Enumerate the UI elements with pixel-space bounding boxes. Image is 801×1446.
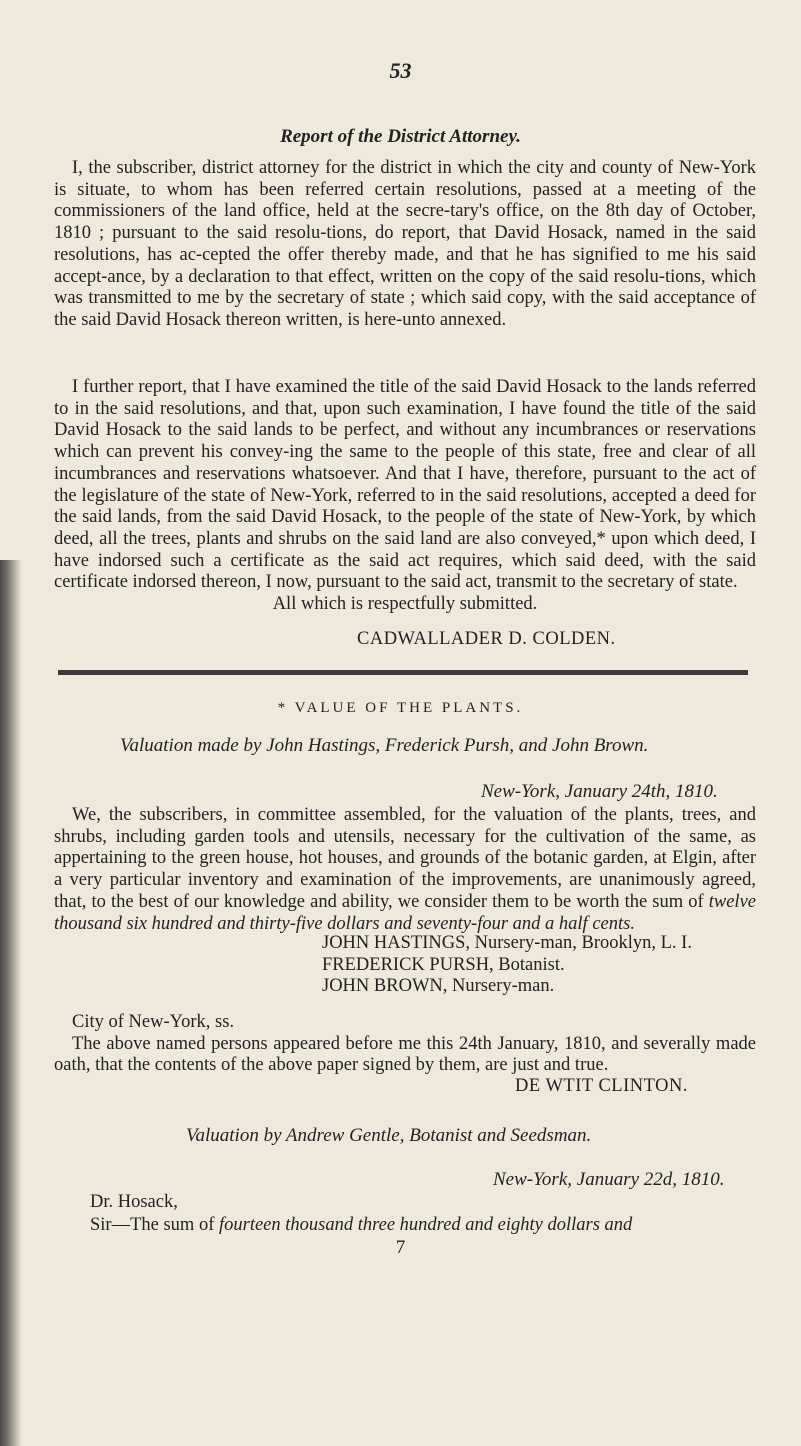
salutation: Dr. Hosack, <box>90 1192 178 1212</box>
footnote-title: * VALUE OF THE PLANTS. <box>277 700 524 716</box>
valuation-heading-1: Valuation made by John Hastings, Frederick Pursh, and John Brown. <box>120 735 649 756</box>
letter-amount: fourteen thousand three hundred and eighty dollars and <box>218 1215 633 1235</box>
report-paragraph-2: I further report, that I have examined the title of the said David Hosack to the lands referred to in the said resolutions, and that, upon such examination, I have found the title of the said David Hosack to the said lands to be perfect, and without any incumbrances or reservations which can prevent his convey-ing the same to the people of this state, free and clear of all incumbrances and reservations whatsoever. And that I have, therefore, pursuant to the act of the legislature of the state of New-York, referred to in the said resolutions, accepted a deed for the said lands, from the said David Hosack, to the people of the state of New-York, by which deed, all the trees, plants and shrubs on the said land are also conveyed,* upon which deed, I have indorsed such a certificate as the said act requires, which said deed, with the said certificate indorsed thereon, I now, pursuant to the said act, transmit to the secretary of state. <box>54 377 756 593</box>
valuation-amount: twelve thousand six hundred and thirty-five dollars and seventy-four and a half cents. <box>54 891 756 934</box>
signer-1: JOHN HASTINGS, Nursery-man, Brooklyn, L. I. <box>322 933 692 953</box>
dateline-2 <box>493 1169 725 1191</box>
report-signature: CADWALLADER D. COLDEN. <box>357 629 616 649</box>
report-body-2 <box>54 377 756 616</box>
clinton-signature: DE WTIT CLINTON. <box>515 1076 688 1096</box>
report-body <box>54 158 756 332</box>
city-line: City of New-York, ss. <box>72 1012 235 1032</box>
letter-prefix: Sir—The sum of <box>90 1215 219 1235</box>
valuation-heading-2: Valuation by Andrew Gentle, Botanist and Seedsman. <box>186 1125 592 1146</box>
report-paragraph-1: I, the subscriber, district attorney for the district in which the city and county of New-York is situate, to whom has been referred certain resolutions, passed at a meeting of the commissioners of the land office, held at the secre-tary's office, on the 8th day of October, 1810 ; pursuant to the said resolu-tions, do report, that David Hosack, named in the said resolutions, has ac-cepted the offer thereby made, and that he has signified to me his said accept-ance, by a declaration to that effect, written on the copy of the said resolu-tions, which was transmitted to me by the secretary of state ; which said copy, with the said acceptance of the said David Hosack thereon written, is here-unto annexed. <box>54 158 756 330</box>
signer-3: JOHN BROWN, Nursery-man. <box>322 976 555 997</box>
report-heading: Report of the District Attorney. <box>280 126 521 147</box>
report-closing: All which is respectfully submitted. <box>272 594 538 615</box>
signers-list <box>322 933 692 998</box>
dateline-1 <box>481 781 718 803</box>
signature-mark: 7 <box>395 1237 406 1258</box>
valuation-paragraph <box>54 805 756 935</box>
dateline-1-text: New-York, January 24th, 1810. <box>481 781 718 802</box>
oath-paragraph: The above named persons appeared before me this 24th January, 1810, and severally made oath, that the contents of the above paper signed by them, are just and true. <box>54 1033 756 1076</box>
page-edge-shadow <box>0 560 22 1446</box>
oath-block <box>54 1012 756 1077</box>
signer-2: FREDERICK PURSH, Botanist. <box>322 954 565 975</box>
section-divider <box>58 670 748 675</box>
page-number: 53 <box>389 58 412 83</box>
dateline-2-text: New-York, January 22d, 1810. <box>493 1169 725 1190</box>
valuation-paragraph-text: We, the subscribers, in committee assembled, for the valuation of the plants, trees, and shrubs, including garden tools and utensils, necessary for the cultivation of the same, as appertaining to the green house, hot houses, and grounds of the botanic garden, at Elgin, after a very particular inventory and examination of the improvements, are unanimously agreed, that, to the best of our knowledge and ability, we consider them to be worth the sum of <box>54 805 756 912</box>
valuation-body <box>54 805 756 935</box>
letter-line <box>90 1215 750 1236</box>
